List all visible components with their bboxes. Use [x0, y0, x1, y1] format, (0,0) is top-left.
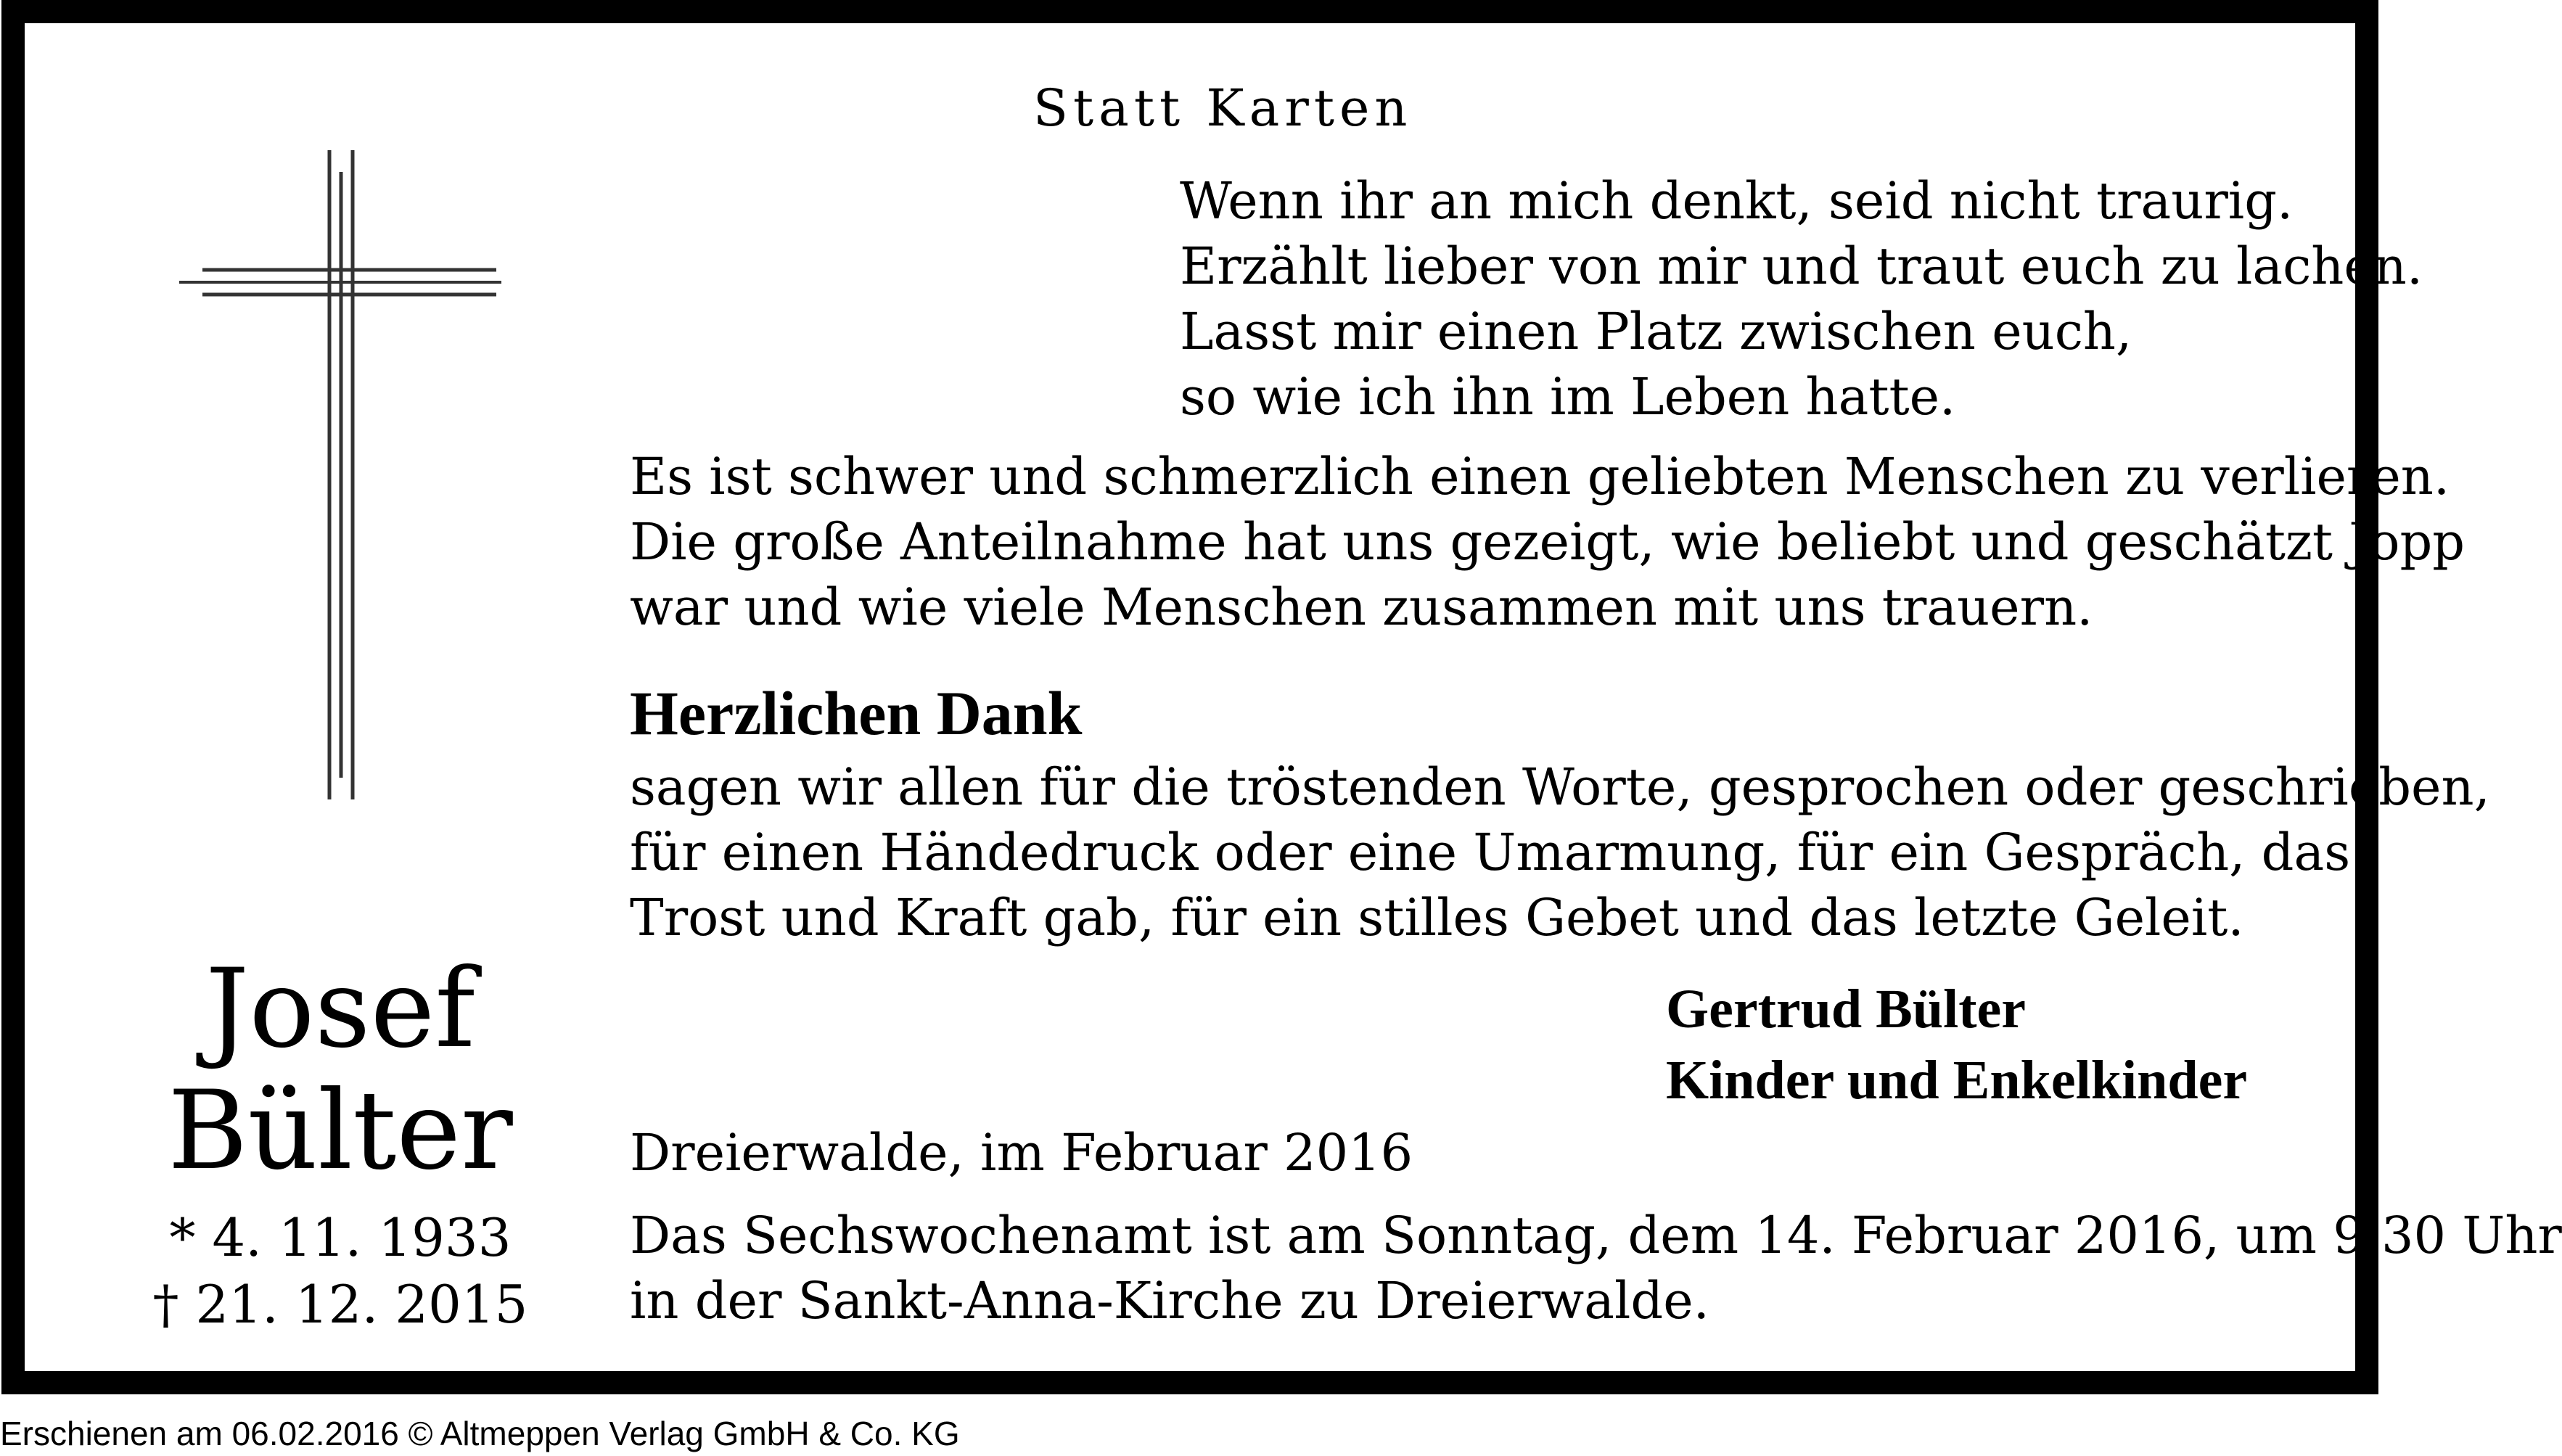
poem-line: so wie ich ihn im Leben hatte.	[1180, 367, 1956, 427]
death-date: † 21. 12. 2015	[152, 1274, 528, 1335]
poem-line: Erzählt lieber von mir und traut euch zu lachen.	[1180, 237, 2423, 296]
body-paragraph	[630, 444, 2465, 640]
thanks-line: sagen wir allen für die tröstenden Worte, gesprochen oder geschrieben,	[630, 757, 2490, 817]
thanks-line: Trost und Kraft gab, für ein stilles Gebet und das letzte Geleit.	[630, 888, 2244, 947]
body-line: Es ist schwer und schmerzlich einen geliebten Menschen zu verlieren.	[630, 447, 2450, 506]
deceased-name	[126, 948, 554, 1192]
poem-line: Lasst mir einen Platz zwischen euch,	[1180, 302, 2132, 361]
thanks-paragraph	[630, 754, 2490, 950]
deceased-first-name: Josef	[205, 946, 475, 1072]
publication-footer: Erschienen am 06.02.2016 © Altmeppen Verlag GmbH & Co. KG	[0, 1415, 960, 1452]
cross-icon	[173, 150, 507, 803]
signature-block	[1666, 974, 2247, 1116]
service-line: in der Sankt-Anna-Kirche zu Dreierwalde.	[630, 1271, 1709, 1330]
poem-line: Wenn ihr an mich denkt, seid nicht traurig.	[1180, 171, 2294, 231]
thanks-heading: Herzlichen Dank	[630, 678, 1083, 748]
poem	[1180, 168, 2423, 429]
signature-line: Gertrud Bülter	[1666, 979, 2027, 1040]
signature-line: Kinder und Enkelkinder	[1666, 1050, 2248, 1111]
body-line: war und wie viele Menschen zusammen mit uns trauern.	[630, 577, 2093, 637]
life-dates	[126, 1204, 554, 1338]
thanks-line: für einen Händedruck oder eine Umarmung, für ein Gespräch, das	[630, 823, 2351, 882]
obituary-notice	[1, 0, 2562, 1394]
birth-date: * 4. 11. 1933	[169, 1207, 512, 1268]
service-line: Das Sechswochenamt ist am Sonntag, dem 14. Februar 2016, um 9.30 Uhr	[630, 1206, 2562, 1265]
place-date: Dreierwalde, im Februar 2016	[630, 1123, 1413, 1183]
notice-header: Statt Karten	[1033, 78, 1413, 138]
deceased-last-name: Bülter	[168, 1068, 513, 1194]
body-line: Die große Anteilnahme hat uns gezeigt, wie beliebt und geschätzt Jopp	[630, 512, 2465, 572]
service-announcement	[630, 1203, 2562, 1333]
